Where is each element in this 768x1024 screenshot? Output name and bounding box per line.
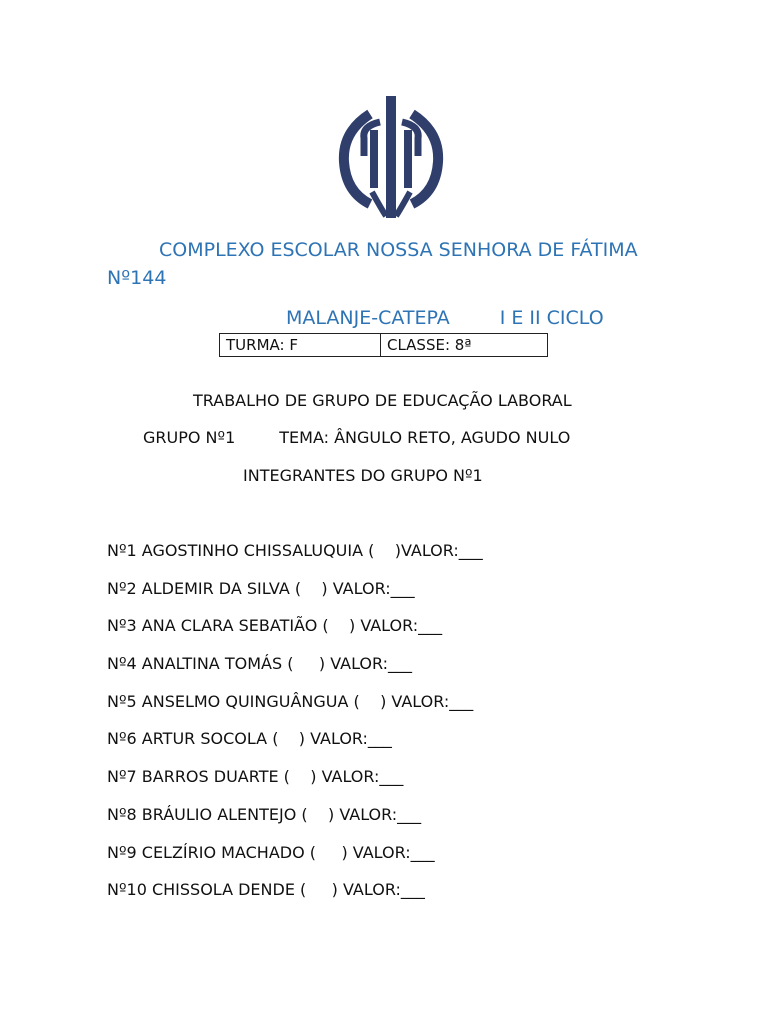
list-item: Nº1 AGOSTINHO CHISSALUQUIA ( )VALOR:___ <box>107 541 483 560</box>
list-item: Nº4 ANALTINA TOMÁS ( ) VALOR:___ <box>107 654 413 674</box>
list-item: Nº7 BARROS DUARTE ( ) VALOR:___ <box>107 767 404 787</box>
list-item: Nº8 BRÁULIO ALENTEJO ( ) VALOR:___ <box>107 804 422 824</box>
list-item: Nº2 ALDEMIR DA SILVA ( ) VALOR:___ <box>107 578 415 598</box>
list-item: Nº3 ANA CLARA SEBATIÃO ( ) VALOR:___ <box>107 616 443 636</box>
cycle: I E II CICLO <box>499 307 604 329</box>
class-info-table <box>219 333 548 357</box>
school-name: COMPLEXO ESCOLAR NOSSA SENHORA DE FÁTIMA Nº144 <box>107 239 638 289</box>
group-number: GRUPO Nº1 <box>143 428 236 447</box>
school-logo-icon <box>332 92 450 220</box>
list-item: Nº9 CELZÍRIO MACHADO ( ) VALOR:___ <box>107 842 435 862</box>
turma-cell: TURMA: F <box>220 334 381 357</box>
members-title: INTEGRANTES DO GRUPO Nº1 <box>243 466 483 485</box>
work-theme: TEMA: ÂNGULO RETO, AGUDO NULO <box>279 428 571 447</box>
list-item: Nº5 ANSELMO QUINGUÂNGUA ( ) VALOR:___ <box>107 691 474 711</box>
members-list <box>107 540 483 917</box>
group-line <box>143 427 570 449</box>
work-title: TRABALHO DE GRUPO DE EDUCAÇÃO LABORAL <box>193 391 572 410</box>
classe-cell: CLASSE: 8ª <box>381 334 548 357</box>
list-item: Nº10 CHISSOLA DENDE ( ) VALOR:___ <box>107 880 425 900</box>
location-line <box>286 306 604 330</box>
location: MALANJE-CATEPA <box>286 307 450 329</box>
list-item: Nº6 ARTUR SOCOLA ( ) VALOR:___ <box>107 729 392 749</box>
